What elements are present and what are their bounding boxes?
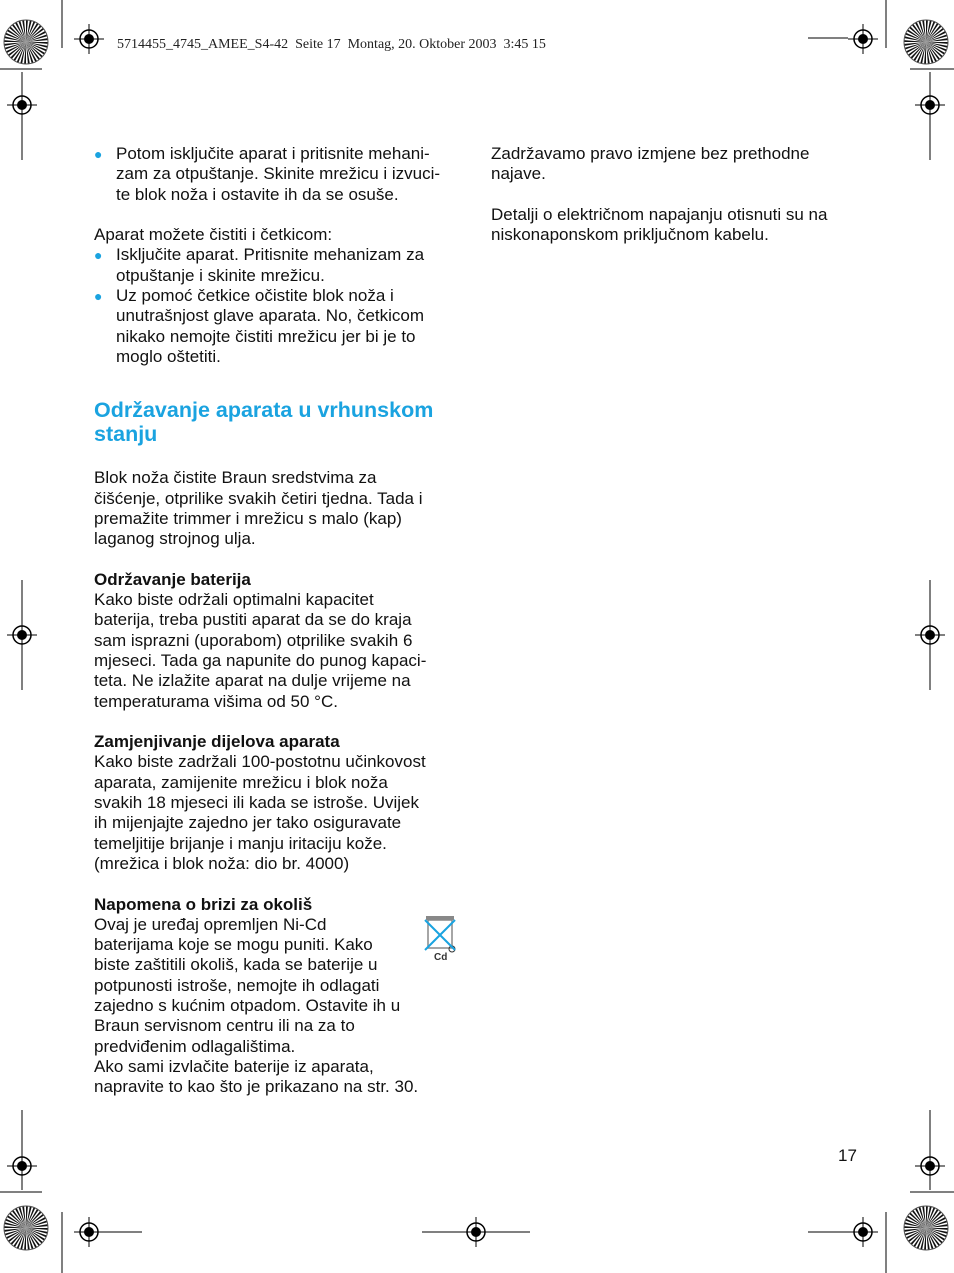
color-starburst-icon (902, 1204, 950, 1252)
battery-text: Kako biste održali optimalni kapacitet baterija, treba pustiti aparat da se do kraja sam isprazni (uporabom) otprilike svakih 6 mjeseci. Tada ga napunite do punog kapaci- teta. Ne izlažite aparat na dulje vrijeme na temperaturama višima od 50 °C. (94, 590, 427, 711)
left-column (94, 144, 464, 1097)
registration-mark-icon (848, 24, 878, 54)
bullet-list-brush (94, 245, 464, 367)
bullet-icon: ● (94, 247, 103, 264)
registration-mark-icon (7, 620, 37, 650)
electrical-text: Detalji o električnom napajanju otisnuti su na niskonaponskom priključnom kabelu. (491, 204, 828, 245)
crossed-out-bin-icon (423, 912, 459, 968)
registration-mark-icon (74, 24, 104, 54)
registration-mark-icon (74, 1217, 104, 1247)
parts-text: Kako biste zadržali 100-postotnu učinkovost aparata, zamijenite mrežicu i blok noža svakih 18 mjeseci ili kada se istroše. Uvijek ih mijenjajte zajedno jer tako osiguravate temeljitije brijanje i manju iritaciju kože. (mrežica i blok noža: dio br. 4000) (94, 752, 426, 873)
color-starburst-icon (2, 18, 50, 66)
environment-title: Napomena o brizi za okoliš (94, 894, 313, 914)
color-starburst-icon (902, 18, 950, 66)
bullet-text: Potom isključite aparat i pritisnite mehani- zam za otpuštanje. Skinite mrežicu i izvuci- te blok noža i ostavite ih da se osuše. (116, 144, 441, 204)
bullet-text: Uz pomoć četkice očistite blok noža i unutrašnjost glave aparata. No, četkicom nikako nemojte čistiti mrežicu jer bi je to moglo oštetiti. (116, 286, 425, 366)
registration-mark-icon (915, 90, 945, 120)
list-item (94, 144, 464, 205)
registration-mark-icon (461, 1217, 491, 1247)
section-heading: Održavanje aparata u vrhunskom stanju (94, 398, 434, 447)
bullet-icon: ● (94, 146, 103, 162)
bullet-list-cleaning (94, 144, 464, 205)
bullet-text: Isključite aparat. Pritisnite mehanizam za otpuštanje i skinite mrežicu. (116, 245, 425, 285)
page-number: 17 (838, 1146, 857, 1165)
color-starburst-icon (2, 1204, 50, 1252)
registration-mark-icon (7, 90, 37, 120)
environment-text: Ovaj je uređaj opremljen Ni-Cd baterijama koje se mogu puniti. Kako biste zaštitili okoliš, kada se baterije u potpunosti istroše, nemojte ih odlagati zajedno s kućnim otpadom. Ostavite ih u Braun servisnom centru ili na za to predviđenim odlagalištima. Ako sami izvlačite baterije iz aparata, napravite to kao što je prikazano na str. 30. (94, 914, 419, 1097)
parts-title: Zamjenjivanje dijelova aparata (94, 732, 340, 752)
battery-title: Održavanje baterija (94, 569, 251, 589)
registration-mark-icon (915, 1151, 945, 1181)
print-header: 5714455_4745_AMEE_S4-42 Seite 17 Montag, 20. Oktober 2003 3:45 15 (117, 37, 546, 52)
maintenance-text: Blok noža čistite Braun sredstvima za čišćenje, otprilike svakih četiri tjedna. Tada i premažite trimmer i mrežicu s malo (kap) laganog strojnog ulja. (94, 468, 423, 549)
bin-label: Cd (434, 952, 448, 963)
reserve-text: Zadržavamo pravo izmjene bez prethodne najave. (491, 144, 810, 184)
registration-mark-icon (848, 1217, 878, 1247)
brush-intro: Aparat možete čistiti i četkicom: (94, 225, 333, 245)
right-column (491, 144, 861, 245)
bullet-icon: ● (94, 288, 103, 305)
list-item (94, 286, 464, 367)
list-item (94, 245, 464, 286)
registration-mark-icon (7, 1151, 37, 1181)
registration-mark-icon (915, 620, 945, 650)
